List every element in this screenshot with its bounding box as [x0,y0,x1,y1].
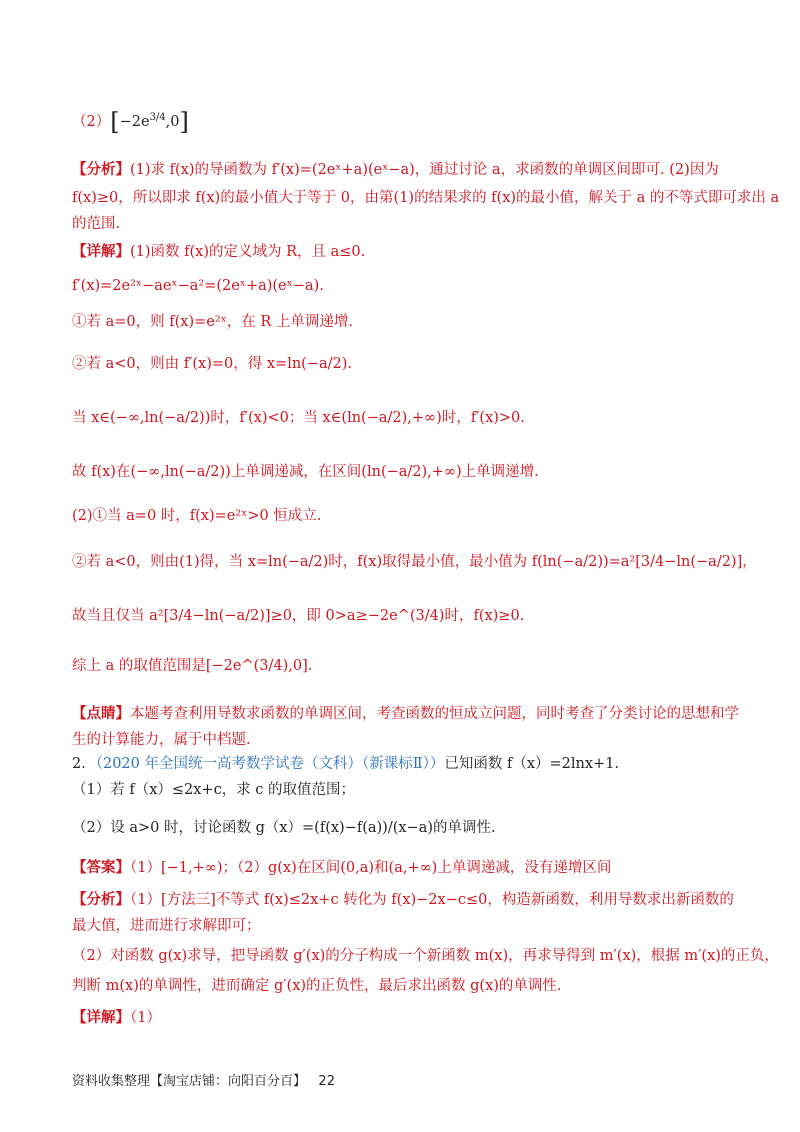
analysis-line-3: 的范围. [72,216,121,232]
detail-tag: 【详解】 [72,243,130,260]
detail-line-9: 故当且仅当 a²[3/4−ln(−a/2)]≥0，即 0>a≥−2e^(3/4)时，f(x)≥0. [72,608,525,624]
q2-detail-line [72,1008,161,1028]
page-footer [72,1070,335,1089]
q2-number: 2． [72,756,96,772]
detail-line-7: (2)①当 a=0 时，f(x)=e²ˣ>0 恒成立. [72,508,322,524]
q2-header [72,754,619,774]
detail-line-8: ②若 a<0，则由(1)得，当 x=ln(−a/2)时，f(x)取得最小值，最小值为 f(ln(−a/2))=a²[3/4−ln(−a/2)]， [72,554,757,570]
analysis-line-2: f(x)≥0，所以即求 f(x)的最小值大于等于 0，由第(1)的结果求的 f(x)的最小值，解关于 a 的不等式即可求出 a [72,190,780,206]
analysis-text-1: (1)求 f(x)的导函数为 f′(x)=(2eˣ+a)(eˣ−a)，通过讨论 a，求函数的单调区间即可. (2)因为 [130,162,719,178]
q2-analysis-line-3: （2）对函数 g(x)求导，把导函数 g′(x)的分子构成一个新函数 m(x)，再求导得到 m′(x)，根据 m′(x)的正负， [72,948,779,964]
q2-analysis-line-4: 判断 m(x)的单调性，进而确定 g′(x)的正负性，最后求出函数 g(x)的单调性. [72,978,562,994]
q2-answer-tag: 【答案】 [72,859,130,876]
q2-stem: 已知函数 f（x）=2lnx+1. [444,756,620,772]
q2-part-2: （2）设 a>0 时，讨论函数 g（x）=(f(x)−f(a))/(x−a)的单调性. [72,820,496,836]
detail-line-6: 故 f(x)在(−∞,ln(−a/2))上单调递减，在区间(ln(−a/2),+∞)上单调递增. [72,464,539,480]
comment-line-1 [72,704,739,724]
comment-tag: 【点睛】 [72,705,130,722]
analysis-line-1 [72,160,719,180]
q2-analysis-line-2: 最大值，进而进行求解即可； [72,918,261,934]
comment-line-2: 生的计算能力，属于中档题. [72,732,251,748]
q2-source: （2020 年全国统一高考数学试卷（文科）（新课标Ⅱ）） [95,756,445,772]
q2-answer-text: （1）[−1,+∞)；（2）g(x)在区间(0,a)和(a,+∞)上单调递减，没有递增区间 [130,860,612,876]
q2-answer-line [72,858,611,878]
detail-line-4: ②若 a<0，则由 f′(x)=0，得 x=ln(−a/2). [72,356,353,372]
q2-detail-tag: 【详解】 [72,1009,130,1026]
answer-2-line: $(2)[-2e^{3/4},0]$ [72,107,189,136]
detail-line-5: 当 x∈(−∞,ln(−a/2))时，f′(x)<0；当 x∈(ln(−a/2),+∞)时，f′(x)>0. [72,410,525,426]
detail-line-1 [72,242,365,262]
footer-text: 资料收集整理【淘宝店铺：向阳百分百】 [72,1074,307,1089]
analysis-tag: 【分析】 [72,161,130,178]
page-number: 22 [318,1074,335,1089]
comment-text-1: 本题考查利用导数求函数的单调区间，考查函数的恒成立问题，同时考查了分类讨论的思想和学 [130,706,739,722]
q2-part-1: （1）若 f（x）≤2x+c，求 c 的取值范围； [72,782,356,798]
answer-2-label: （2） [72,113,111,130]
detail-line-3: ①若 a=0，则 f(x)=e²ˣ，在 R 上单调递增. [72,314,354,330]
detail-line-2: f′(x)=2e²ˣ−aeˣ−a²=(2eˣ+a)(eˣ−a). [72,278,324,294]
detail-line-10: 综上 a 的取值范围是[−2e^(3/4),0]. [72,658,313,674]
q2-detail-text: （1） [130,1010,161,1026]
q2-analysis-tag: 【分析】 [72,891,130,908]
detail-text-1: (1)函数 f(x)的定义域为 R，且 a≤0. [130,244,366,260]
q2-analysis-text-1: （1）[方法三]不等式 f(x)≤2x+c 转化为 f(x)−2x−c≤0，构造新函数，利用导数求出新函数的 [130,892,734,908]
q2-analysis-line-1 [72,890,734,910]
